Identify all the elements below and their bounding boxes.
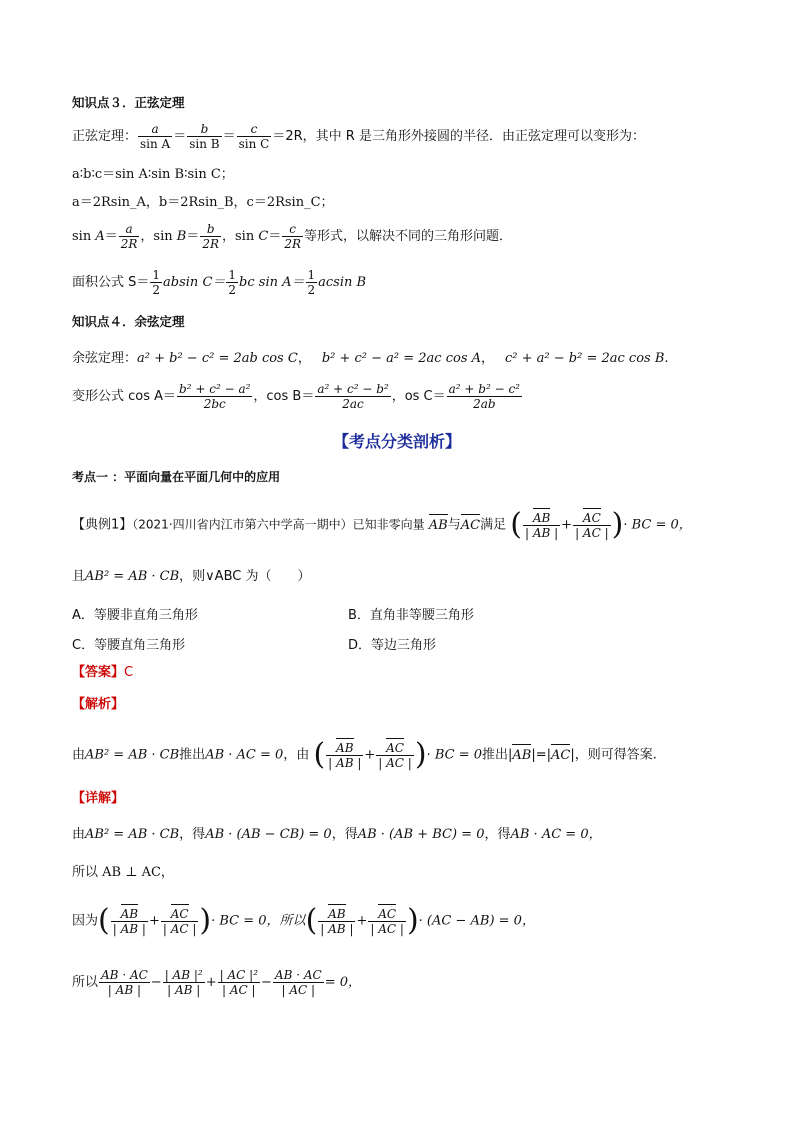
option-d[interactable]: D．等边三角形 bbox=[348, 638, 437, 653]
example-line-1: 【典例1】（2021·四川省内江市第六中学高一期中）已知非零向量 AB与AC满足 ( $\frac{AB}{| AB |}$ + $\frac{AC}{| AC |}$ )· BC = 0， bbox=[72, 507, 692, 542]
main-title: 【考点分类剖析】 bbox=[332, 432, 461, 451]
frac-b-sinB: $\frac{b}{\text{sin B}}$ bbox=[189, 122, 220, 151]
detail-line-1: 由AB² = AB · CB，得AB · (AB − CB) = 0，得AB · (AB + BC) = 0，得AB · AC = 0， bbox=[72, 827, 602, 842]
sin-variants-line: sin A＝ $\frac{a}{2R}$ ，sin B＝ $\frac{b}{2R}$ ，sin C＝ $\frac{c}{2R}$ 等形式，以解决不同的三角形问题． bbox=[72, 222, 513, 251]
analysis-line: 由AB² = AB · CB推出AB · AC = 0，由 ( $\frac{AB}{| AB |}$ + $\frac{AC}{| AC |}$ )· BC = 0推出|AB|=|AC|，则可得答案. bbox=[72, 737, 657, 772]
section3-heading: 知识点３．正弦定理 bbox=[72, 95, 185, 110]
option-c[interactable]: C．等腰直角三角形 bbox=[72, 638, 186, 653]
example-line-2: 且AB² = AB · CB，则∨ABC 为（ ） bbox=[72, 569, 311, 584]
detail-label: 【详解】 bbox=[72, 791, 125, 806]
sine-law-line: 正弦定理： $\frac{a}{\text{sin A}}$ ＝ $\frac{b}{\text{sin B}}$ ＝ $\frac{c}{\text{sin C}}$ ＝2R，其中 R 是三角形外接圆的半径．由正弦定理可以变形为： bbox=[72, 122, 645, 151]
analysis-label: 【解析】 bbox=[72, 697, 125, 712]
detail-line-3: 因为( $\frac{AB}{| AB |}$ + $\frac{AC}{| AC |}$ )· BC = 0，所以( $\frac{AB}{| AB |}$ + $\frac{AC}{| AC |}$ )· (AC − AB) = 0， bbox=[72, 903, 535, 938]
cosine-law-line: 余弦定理：a² + b² − c² = 2ab cos C， b² + c² − a² = 2ac cos A， c² + a² − b² = 2ac cos B. bbox=[72, 351, 669, 366]
option-b[interactable]: B．直角非等腰三角形 bbox=[348, 608, 474, 623]
section4-heading: 知识点４．余弦定理 bbox=[72, 314, 185, 329]
ratio-line: a∶b∶c＝sin A∶sin B∶sin C； bbox=[72, 167, 234, 182]
detail-line-4: 所以 $\frac{AB \cdot AC}{| AB |}$ − $\frac{\text{| AB |²}}{| AB |}$ + $\frac{\text{| AC |²}}{| AC |}$ − $\frac{AB \cdot AC}{| AC |}$ = 0， bbox=[72, 968, 361, 997]
kaodian-heading: 考点一 ：平面向量在平面几何中的应用 bbox=[72, 470, 281, 484]
cosine-variants-line: 变形公式 cos A＝ $\frac{\text{b² + c² − a²}}{2bc}$ ，cos B＝ $\frac{\text{a² + c² − b²}}{2ac}$ ，os C＝ $\frac{\text{a² + b² − c²}}{2ab}$ bbox=[72, 382, 520, 411]
option-a[interactable]: A．等腰非直角三角形 bbox=[72, 608, 198, 623]
r-line: a＝2Rsin_A，b＝2Rsin_B，c＝2Rsin_C； bbox=[72, 195, 334, 210]
detail-line-2: 所以 AB ⊥ AC， bbox=[72, 865, 174, 880]
frac-a-sinA: $\frac{a}{\text{sin A}}$ bbox=[140, 122, 171, 151]
area-formula-line: 面积公式 S＝ $\frac{1}{2}$ absin C＝ $\frac{1}{2}$ bc sin A＝ $\frac{1}{2}$ acsin B bbox=[72, 268, 367, 297]
answer-line: 【答案】C bbox=[72, 665, 134, 680]
frac-c-sinC: $\frac{c}{\text{sin C}}$ bbox=[238, 122, 270, 151]
